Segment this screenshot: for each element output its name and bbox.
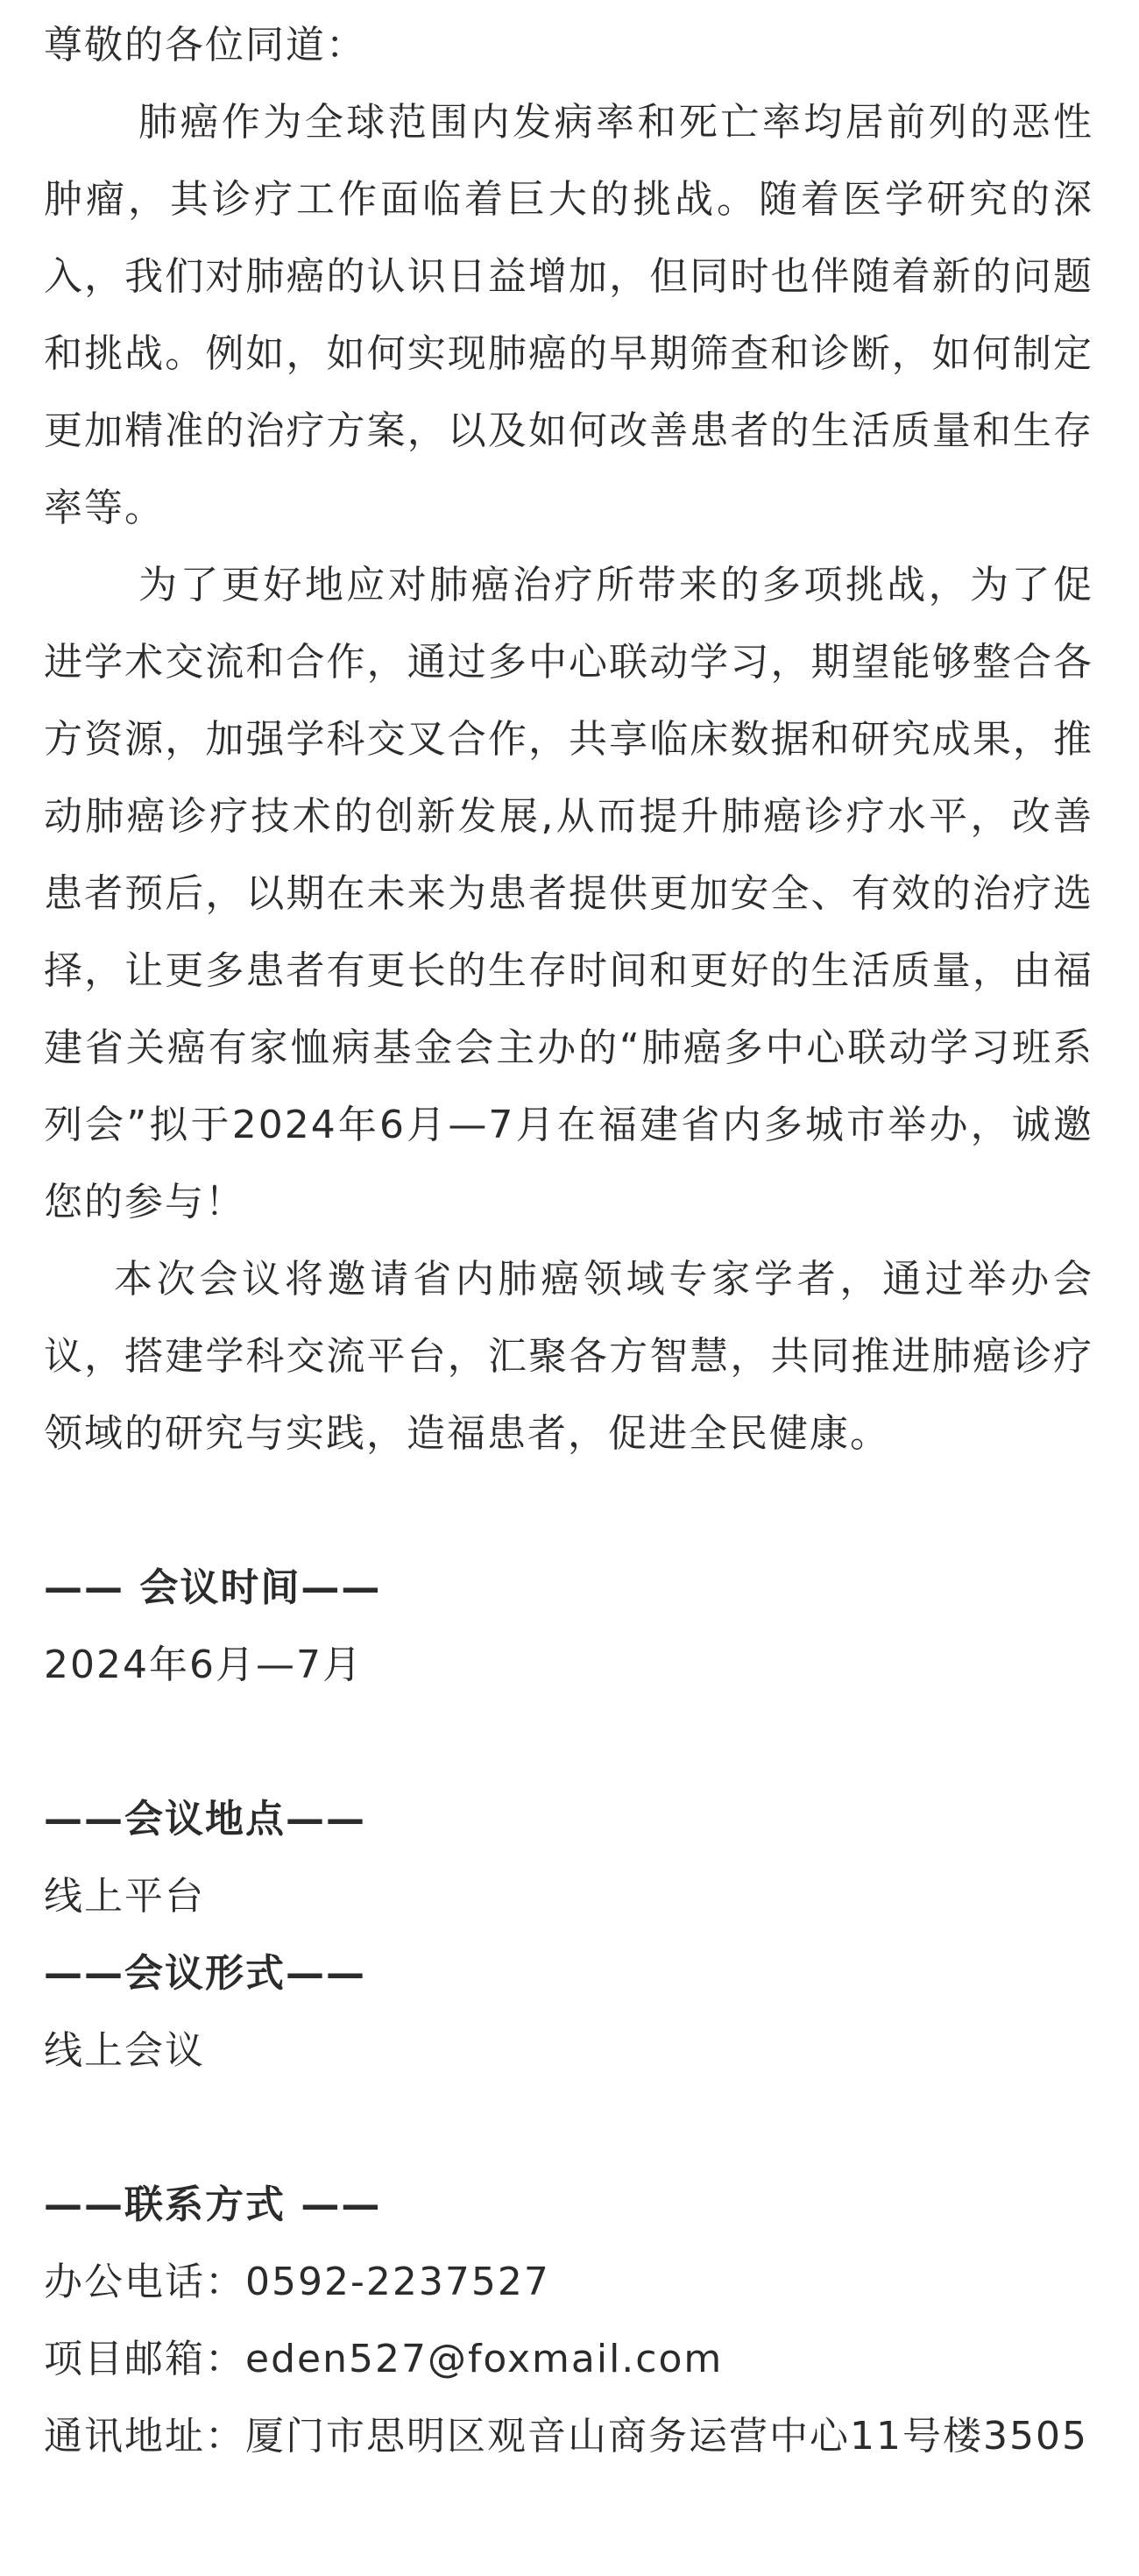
paragraph-invitation: 本次会议将邀请省内肺癌领域专家学者，通过举办会议，搭建学科交流平台，汇聚各方智慧，共同推进肺癌诊疗领域的研究与实践，造福患者，促进全民健康。 — [44, 1257, 1093, 1456]
spacer — [44, 2090, 1093, 2167]
contact-email: 项目邮箱：eden527@foxmail.com — [44, 2337, 724, 2381]
spacer — [44, 1473, 1093, 1550]
meeting-time-value: 2024年6月—7月 — [44, 1643, 363, 1687]
contact-address: 通讯地址：厦门市思明区观音山商务运营中心11号楼3505 — [44, 2414, 1088, 2459]
meeting-location-value: 线上平台 — [44, 1874, 205, 1919]
contact-phone: 办公电话：0592-2237527 — [44, 2260, 550, 2304]
paragraph-purpose: 为了更好地应对肺癌治疗所带来的多项挑战，为了促进学术交流和合作，通过多中心联动学习，期望能够整合各方资源，加强学科交叉合作，共享临床数据和研究成果，推动肺癌诊疗技术的创新发展,从而提升肺癌诊疗水平，改善患者预后，以期在未来为患者提供更加安全、有效的治疗选择，让更多患者有更长的生存时间和更好的生活质量，由福建省关癌有家恤病基金会主办的“肺癌多中心联动学习班系列会”拟于2024年6月—7月在福建省内多城市举办，诚邀您的参与！ — [44, 563, 1093, 1224]
paragraph-intro: 肺癌作为全球范围内发病率和死亡率均居前列的恶性肿瘤，其诊疗工作面临着巨大的挑战。随着医学研究的深入，我们对肺癌的认识日益增加，但同时也伴随着新的问题和挑战。例如，如何实现肺癌的早期筛查和诊断，如何制定更加精准的治疗方案，以及如何改善患者的生活质量和生存率等。 — [44, 100, 1093, 530]
contact-heading: ——联系方式 —— — [44, 2182, 382, 2227]
greeting: 尊敬的各位同道： — [44, 23, 366, 67]
spacer — [44, 1704, 1093, 1781]
meeting-format-heading: ——会议形式—— — [44, 1951, 366, 1996]
meeting-location-heading: ——会议地点—— — [44, 1797, 366, 1842]
meeting-format-value: 线上会议 — [44, 2028, 205, 2073]
meeting-time-heading: —— 会议时间—— — [44, 1565, 382, 1610]
